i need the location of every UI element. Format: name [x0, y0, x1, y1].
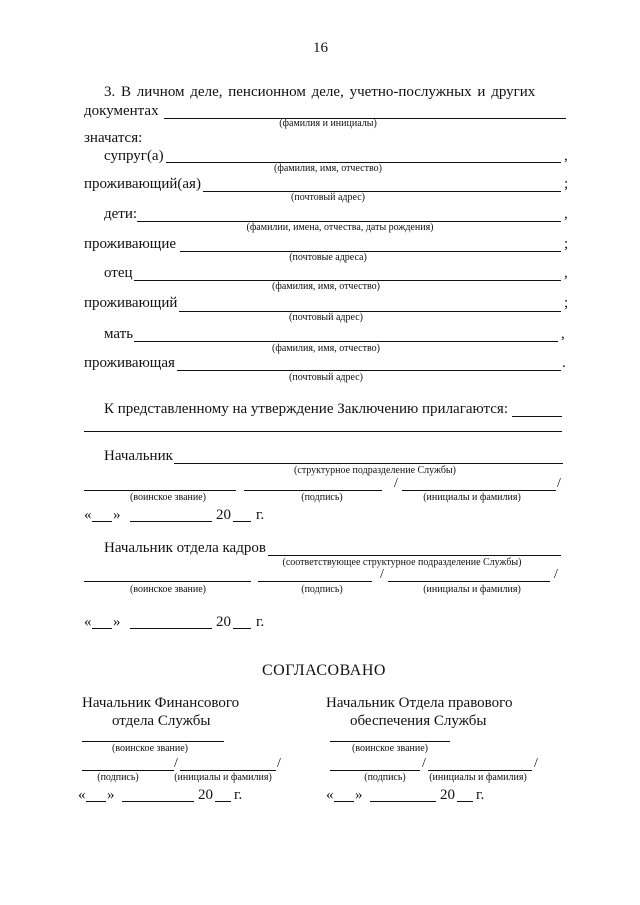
left-year-suffix: г.: [234, 787, 243, 803]
chief-slash-1: /: [394, 476, 398, 491]
section3-line1: 3. В личном деле, пенсионном деле, учетно-послужных и других: [104, 84, 536, 100]
agreed-right-title-2: обеспечения Службы: [350, 713, 487, 729]
agreed-right-title-1: Начальник Отдела правового: [326, 695, 513, 711]
caption-unit: (структурное подразделение Службы): [294, 465, 456, 476]
left-caption-name: (инициалы и фамилия): [174, 772, 272, 783]
caption-fio-2: (фамилия, имя, отчество): [272, 281, 380, 292]
right-caption-rank: (воинское звание): [352, 743, 428, 754]
caption-fio-3: (фамилия, имя, отчество): [272, 343, 380, 354]
right-date-open: «: [326, 787, 334, 803]
mother-comma: ,: [561, 326, 565, 342]
left-caption-rank: (воинское звание): [112, 743, 188, 754]
left-name-line[interactable]: [180, 770, 276, 771]
caption-addr-3: (почтовый адрес): [289, 372, 363, 383]
left-sign-line[interactable]: [82, 770, 174, 771]
hr-chief-unit-line[interactable]: [268, 555, 561, 556]
right-slash-2: /: [534, 756, 538, 771]
hr-year: 20: [216, 614, 231, 630]
caption-name: (инициалы и фамилия): [423, 492, 521, 503]
chief-unit-line[interactable]: [174, 463, 563, 464]
father-comma: ,: [564, 265, 568, 281]
hr-slash-2: /: [554, 567, 558, 582]
section3-line3: значатся:: [84, 130, 143, 146]
children-addr-line[interactable]: [180, 251, 561, 252]
father-addr-semicolon: ;: [564, 295, 569, 311]
caption-unit-2: (соответствующее структурное подразделение Службы): [282, 557, 522, 568]
hr-date-open: «: [84, 614, 92, 630]
attachments-text: К представленному на утверждение Заключению прилагаются:: [104, 401, 508, 417]
caption-children: (фамилии, имена, отчества, даты рождения): [246, 222, 434, 233]
attachments-line-2[interactable]: [84, 431, 562, 432]
children-addr-label: проживающие: [84, 236, 177, 252]
mother-addr-label: проживающая: [84, 355, 175, 371]
hr-month-line[interactable]: [130, 628, 212, 629]
children-addr-semicolon: ;: [564, 236, 569, 252]
father-label: отец: [104, 265, 133, 281]
right-day-line[interactable]: [334, 801, 354, 802]
chief-name-line[interactable]: [402, 490, 556, 491]
spouse-addr-line[interactable]: [203, 191, 561, 192]
left-date-close: »: [107, 787, 115, 803]
right-year: 20: [440, 787, 455, 803]
caption-addr-2: (почтовый адрес): [289, 312, 363, 323]
chief-date-open: «: [84, 507, 92, 523]
left-slash-2: /: [277, 756, 281, 771]
page-number: 16: [313, 40, 328, 56]
chief-label: Начальник: [104, 448, 173, 464]
chief-sign-line[interactable]: [244, 490, 382, 491]
chief-year: 20: [216, 507, 231, 523]
hr-year-line[interactable]: [233, 628, 251, 629]
caption-name-2: (инициалы и фамилия): [423, 584, 521, 595]
right-sign-line[interactable]: [330, 770, 420, 771]
mother-addr-line[interactable]: [177, 370, 561, 371]
chief-year-line[interactable]: [233, 521, 251, 522]
hr-rank-line[interactable]: [84, 581, 251, 582]
right-year-line[interactable]: [457, 801, 473, 802]
mother-line[interactable]: [134, 341, 558, 342]
chief-date-close: »: [113, 507, 121, 523]
chief-slash-2: /: [557, 476, 561, 491]
chief-day-line[interactable]: [92, 521, 112, 522]
caption-fio-1: (фамилия, имя, отчество): [274, 163, 382, 174]
right-caption-name: (инициалы и фамилия): [429, 772, 527, 783]
hr-sign-line[interactable]: [258, 581, 372, 582]
left-year: 20: [198, 787, 213, 803]
right-caption-sign: (подпись): [364, 772, 406, 783]
caption-addr-1: (почтовый адрес): [291, 192, 365, 203]
right-date-close: »: [355, 787, 363, 803]
left-year-line[interactable]: [215, 801, 231, 802]
hr-slash-1: /: [380, 567, 384, 582]
spouse-addr-semicolon: ;: [564, 176, 569, 192]
hr-name-line[interactable]: [388, 581, 550, 582]
spouse-addr-label: проживающий(ая): [84, 176, 201, 192]
agreed-left-title-2: отдела Службы: [112, 713, 211, 729]
caption-rank-2: (воинское звание): [130, 584, 206, 595]
right-slash-1: /: [422, 756, 426, 771]
chief-rank-line[interactable]: [84, 490, 236, 491]
caption-sign: (подпись): [301, 492, 343, 503]
left-slash-1: /: [174, 756, 178, 771]
children-comma: ,: [564, 206, 568, 222]
caption-fio-initials: (фамилия и инициалы): [279, 118, 377, 129]
spouse-comma: ,: [564, 148, 568, 164]
left-month-line[interactable]: [122, 801, 194, 802]
chief-month-line[interactable]: [130, 521, 212, 522]
mother-label: мать: [104, 326, 134, 342]
right-rank-line[interactable]: [330, 741, 450, 742]
caption-sign-2: (подпись): [301, 584, 343, 595]
agreed-left-title-1: Начальник Финансового: [82, 695, 240, 711]
spouse-label: супруг(а): [104, 148, 164, 164]
father-addr-line[interactable]: [179, 311, 561, 312]
hr-year-suffix: г.: [256, 614, 265, 630]
father-addr-label: проживающий: [84, 295, 178, 311]
left-day-line[interactable]: [86, 801, 106, 802]
caption-addrs: (почтовые адреса): [289, 252, 367, 263]
right-name-line[interactable]: [428, 770, 532, 771]
left-caption-sign: (подпись): [97, 772, 139, 783]
attachments-line-1[interactable]: [512, 416, 562, 417]
caption-rank: (воинское звание): [130, 492, 206, 503]
hr-chief-label: Начальник отдела кадров: [104, 540, 266, 556]
right-month-line[interactable]: [370, 801, 436, 802]
left-date-open: «: [78, 787, 86, 803]
hr-date-close: »: [113, 614, 121, 630]
chief-year-suffix: г.: [256, 507, 265, 523]
section3-line2: документах: [84, 103, 159, 119]
mother-addr-period: .: [562, 355, 566, 371]
right-year-suffix: г.: [476, 787, 485, 803]
hr-day-line[interactable]: [92, 628, 112, 629]
left-rank-line[interactable]: [82, 741, 224, 742]
children-label: дети:: [104, 206, 138, 222]
agreed-heading: СОГЛАСОВАНО: [262, 662, 386, 679]
